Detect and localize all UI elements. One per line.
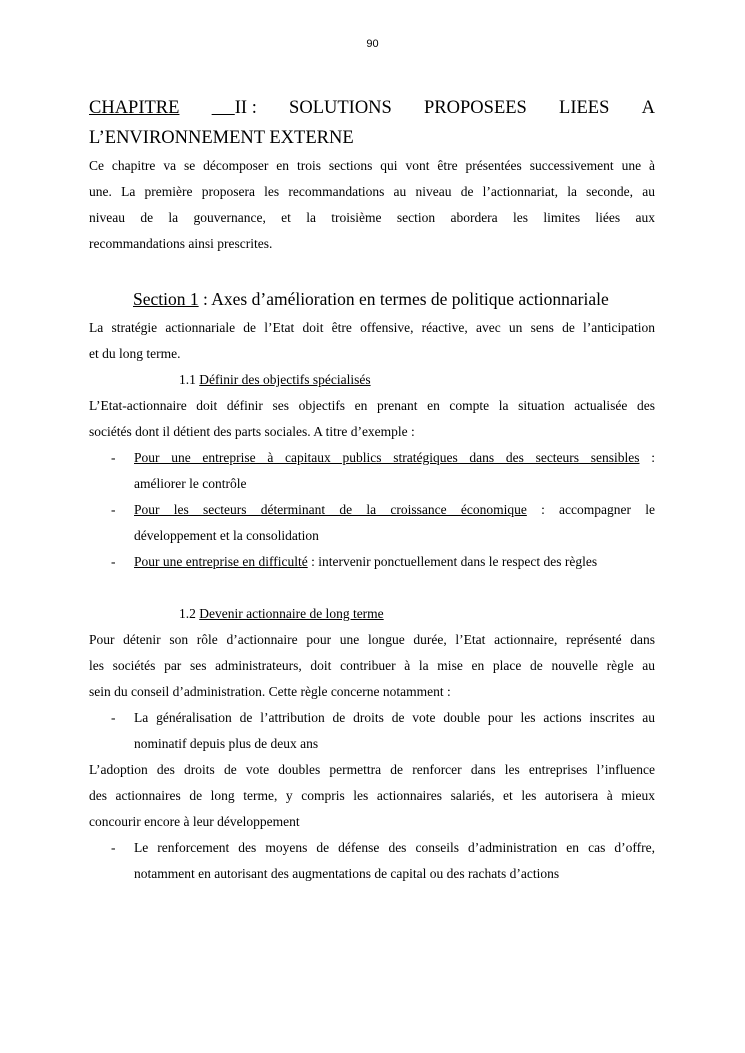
list-item: [89, 497, 655, 549]
subsection-paragraph: [89, 757, 655, 835]
chapter-title-line2: L’ENVIRONNEMENT EXTERNE: [89, 128, 354, 148]
paragraph-line: L’adoption des droits de vote doubles permettra de renforcer dans les entreprises l’influence: [89, 762, 655, 777]
list-item-underlined: Pour les secteurs déterminant de la croissance économique: [134, 502, 527, 517]
list-item-line: [134, 554, 597, 569]
paragraph-line: des actionnaires de long terme, y compris les actionnaires salariés, et les autorisera à mieux: [89, 788, 655, 803]
section-title: : Axes d’amélioration en termes de politique actionnariale: [198, 289, 609, 309]
section-label: Section 1: [133, 289, 199, 309]
dash-bullet: -: [111, 502, 116, 517]
intro-line: niveau de la gouvernance, et la troisième section abordera les limites liées aux: [89, 210, 655, 225]
list-item-underlined: Pour une entreprise à capitaux publics stratégiques dans des secteurs sensibles: [134, 450, 640, 465]
dash-bullet: -: [111, 840, 116, 855]
chapter-title: [89, 93, 655, 153]
list-item-line: nominatif depuis plus de deux ans: [134, 736, 319, 751]
list-item: [89, 705, 655, 757]
list-item-line: [134, 497, 655, 523]
paragraph-line: les sociétés par ses administrateurs, doit contribuer à la mise en place de nouvelle règle au: [89, 658, 655, 673]
list-item-line: notamment en autorisant des augmentations de capital ou des rachats d’actions: [134, 866, 560, 881]
chapter-number: II :: [234, 98, 257, 118]
section-intro-line: et du long terme.: [89, 346, 181, 361]
paragraph-line: concourir encore à leur développement: [89, 814, 300, 829]
list-item-line: Le renforcement des moyens de défense des conseils d’administration en cas d’offre,: [134, 840, 655, 855]
subsection-paragraph: [89, 393, 655, 445]
list-item-line: améliorer le contrôle: [134, 476, 247, 491]
list-item-underlined: Pour une entreprise en difficulté: [134, 554, 308, 569]
list-item-rest: : intervenir ponctuellement dans le respect des règles: [307, 554, 598, 569]
intro-line: Ce chapitre va se décomposer en trois sections qui vont être présentées successivement une à: [89, 158, 655, 173]
list-item-rest: : accompagner le: [526, 502, 655, 517]
chapter-word: CHAPITRE: [89, 98, 180, 118]
paragraph-line: L’Etat-actionnaire doit définir ses objectifs en prenant en compte la situation actualisée des: [89, 398, 655, 413]
intro-line: une. La première proposera les recommandations au niveau de l’actionnariat, la seconde, au: [89, 184, 655, 199]
paragraph-line: Pour détenir son rôle d’actionnaire pour une longue durée, l’Etat actionnaire, représenté dans: [89, 632, 655, 647]
intro-line: recommandations ainsi prescrites.: [89, 236, 273, 251]
dash-bullet: -: [111, 554, 116, 569]
chapter-number-underlined: ​: [211, 98, 235, 118]
chapter-word: A: [641, 98, 655, 118]
list-item: [89, 835, 655, 887]
subsection-paragraph: [89, 627, 655, 705]
paragraph-line: sociétés dont il détient des parts sociales. A titre d’exemple :: [89, 424, 415, 439]
subsection-number: 1.2: [179, 606, 200, 621]
subsection-number: 1.1: [179, 372, 200, 387]
paragraph-line: sein du conseil d’administration. Cette règle concerne notamment :: [89, 684, 451, 699]
chapter-intro: [89, 153, 655, 257]
subsection-heading: [179, 601, 655, 627]
chapter-word: LIEES: [559, 98, 610, 118]
section-heading: [133, 286, 655, 312]
list-item-line: La généralisation de l’attribution de droits de vote double pour les actions inscrites au: [134, 710, 655, 725]
chapter-word: PROPOSEES: [424, 98, 527, 118]
list-item-rest: :: [639, 450, 655, 465]
chapter-word: [212, 93, 257, 123]
chapter-word: SOLUTIONS: [289, 98, 392, 118]
subsection-heading: [179, 367, 655, 393]
rules-list: [89, 835, 655, 887]
section-intro: [89, 315, 655, 367]
subsection-title: Devenir actionnaire de long terme: [199, 606, 384, 621]
section-intro-line: La stratégie actionnariale de l’Etat doit être offensive, réactive, avec un sens de l’anticipation: [89, 320, 655, 335]
rules-list: [89, 705, 655, 757]
dash-bullet: -: [111, 710, 116, 725]
page-content: [89, 93, 655, 887]
list-item-line: [134, 445, 655, 471]
objectives-list: [89, 445, 655, 575]
list-item-line: développement et la consolidation: [134, 528, 319, 543]
page-number: 90: [366, 38, 379, 50]
list-item: [89, 549, 655, 575]
chapter-title-line1: [89, 93, 655, 123]
dash-bullet: -: [111, 450, 116, 465]
subsection-title: Définir des objectifs spécialisés: [199, 372, 371, 387]
list-item: [89, 445, 655, 497]
